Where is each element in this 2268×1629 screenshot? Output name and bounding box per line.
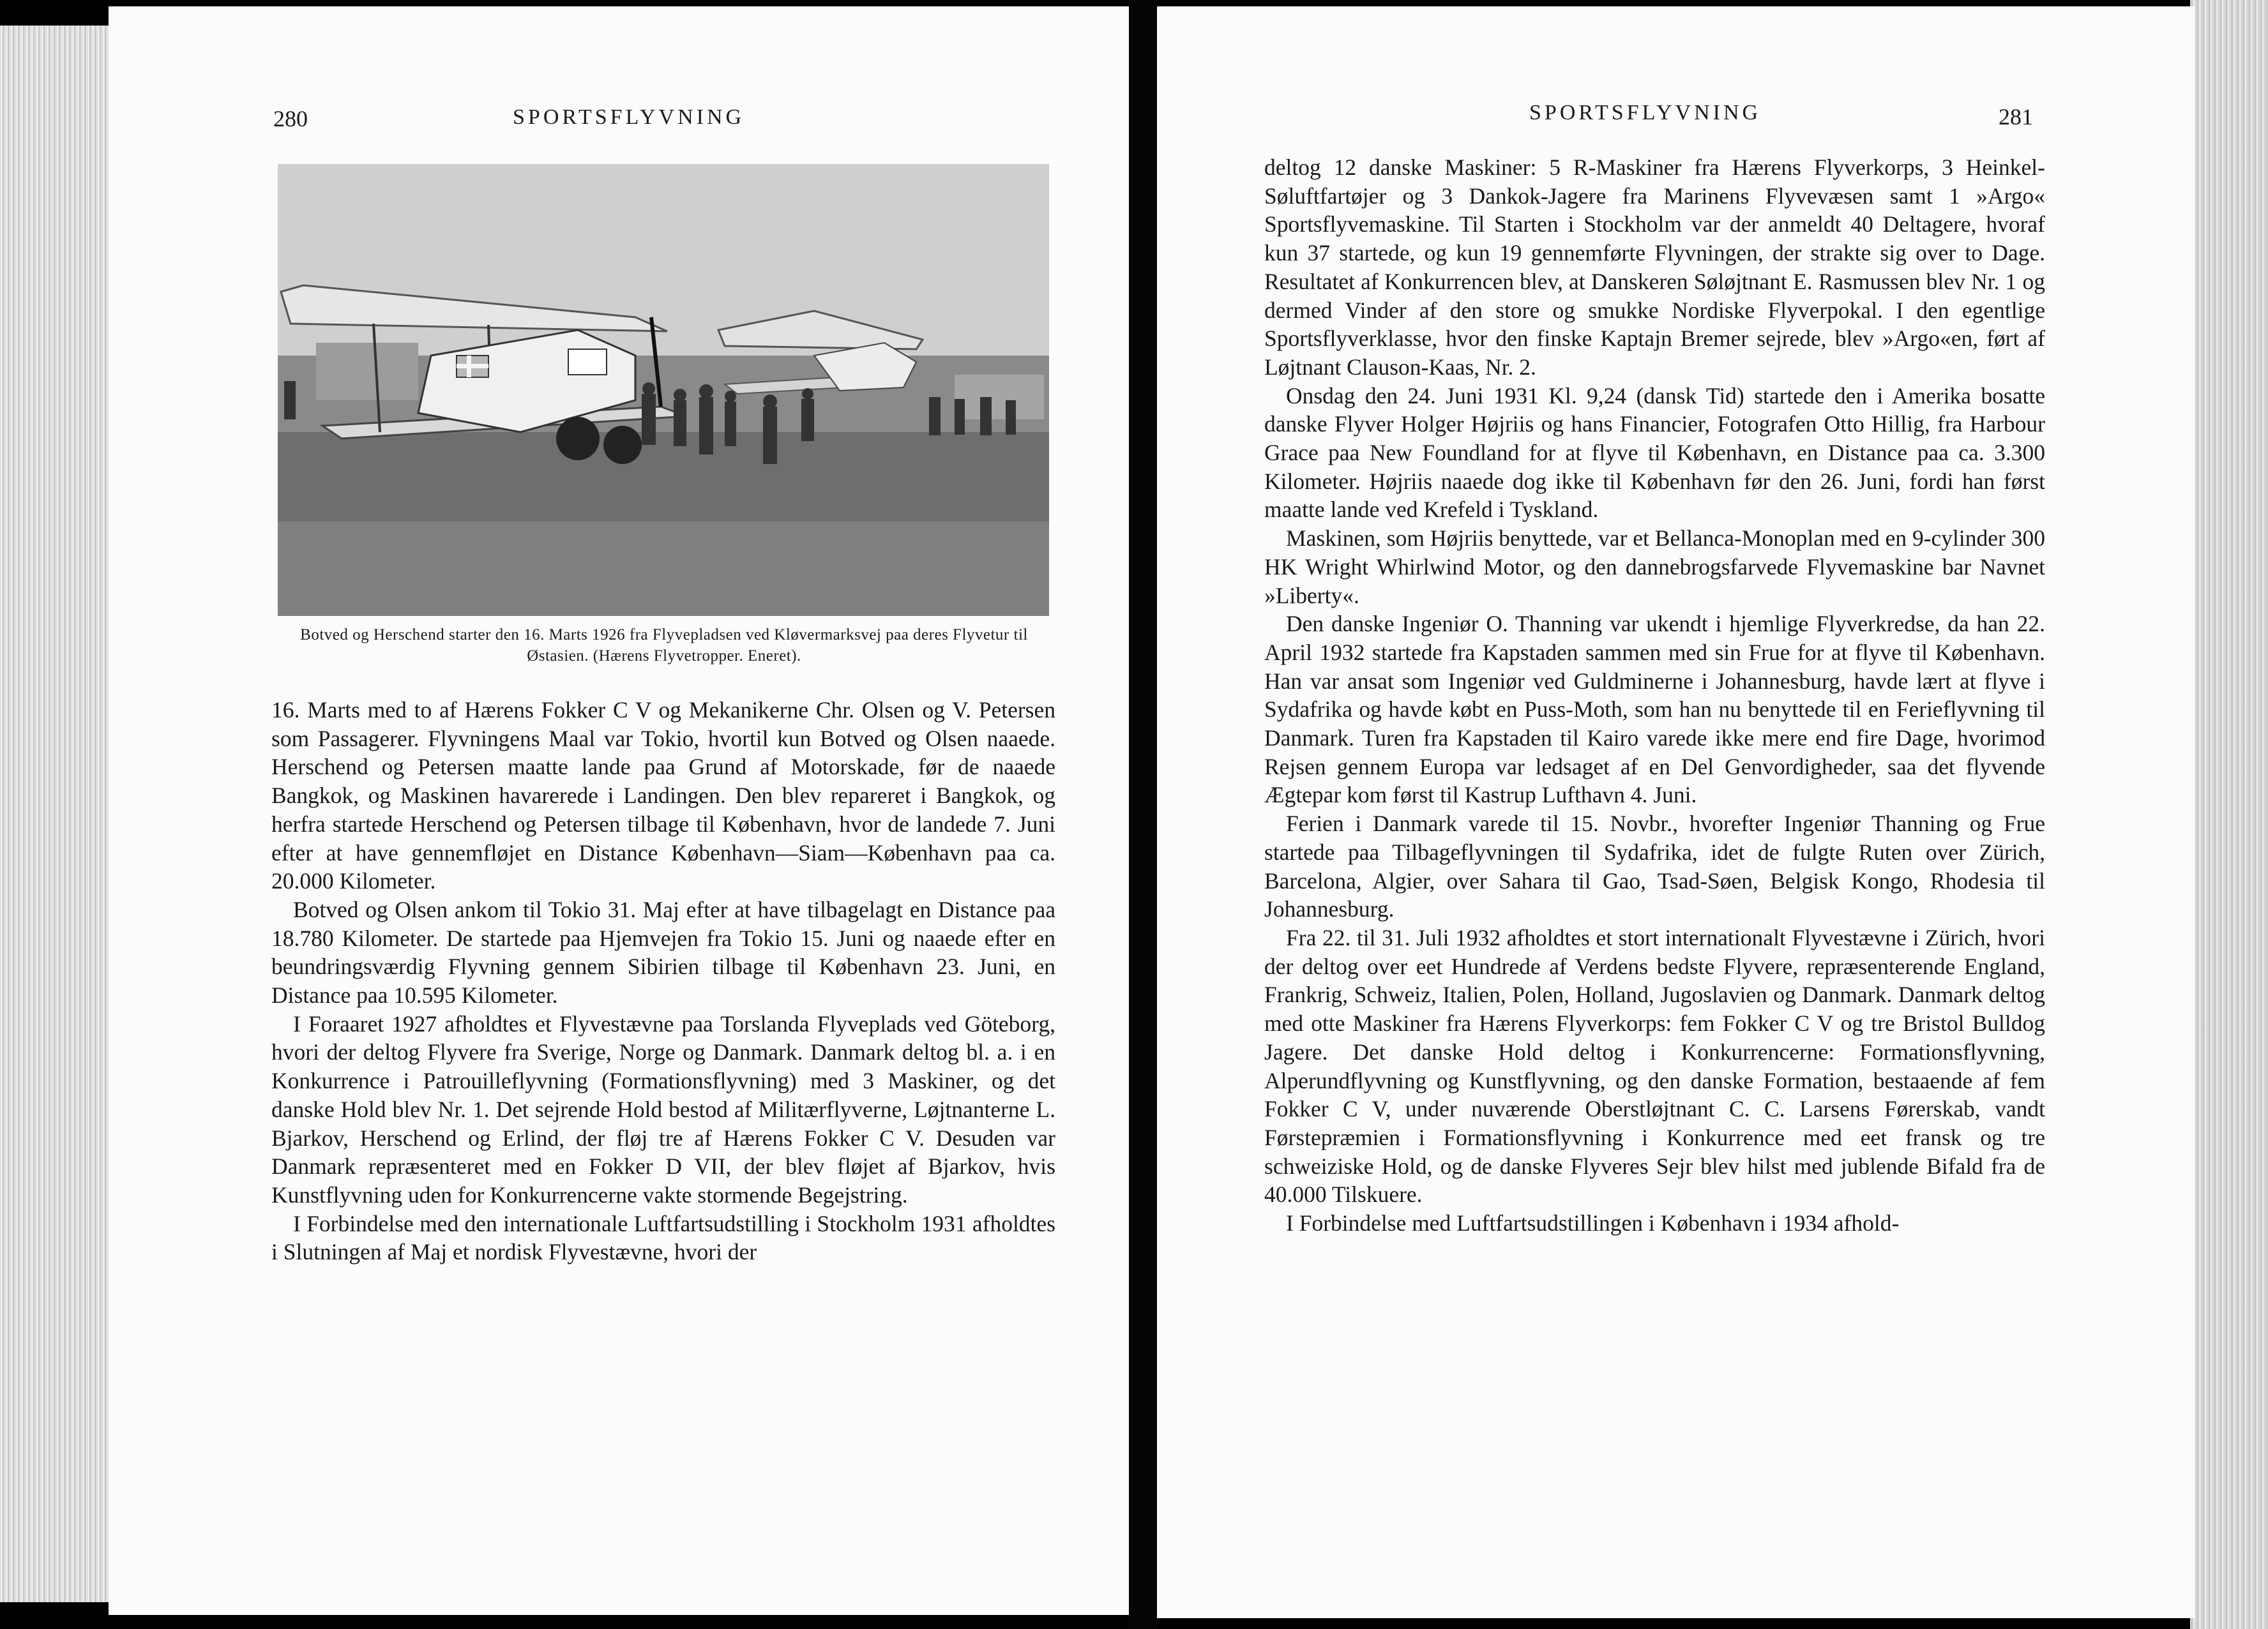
left-running-head: SPORTSFLYVNING	[513, 105, 745, 129]
left-paragraph-2: Botved og Olsen ankom til Tokio 31. Maj efter at have tilbagelagt en Distance paa 18.780 Kilometer. De startede paa Hjemvejen fra Tokio 15. Juni og naaede efter en beundringsværdig Flyvning gennem Sibirien tilbage til København 23. Juni, en Distance paa 10.595 Kilometer.	[271, 896, 1055, 1009]
left-page-body	[271, 696, 1055, 1266]
right-paragraph-5: Ferien i Danmark varede til 15. Novbr., hvorefter Ingeniør Thanning og Frue startede paa Tilbageflyvningen til Sydafrika, idet de fulgte Ruten over Zürich, Barcelona, Algier, over Sahara til Gao, Tsad-Søen, Belgisk Kongo, Rhodesia til Johannesburg.	[1264, 811, 2045, 922]
right-paragraph-4: Den danske Ingeniør O. Thanning var ukendt i hjemlige Flyverkredse, da han 22. April 1932 startede fra Kapstaden sammen med sin Frue for at flyve til København. Han var ansat som Ingeniør ved Guldminerne i Johannesburg, havde lært at flyve i Sydafrika og havde købt en Puss-Moth, som han nu benyttede til en Ferieflyvning til Danmark. Turen fra Kapstaden til Kairo varede ikke mere end fire Dage, hvorimod Rejsen gennem Europa var ledsaget af en Del Genvordigheder, saa det flyvende Ægtepar kom først til Kastrup Lufthavn 4. Juni.	[1264, 611, 2045, 808]
photo-caption: Botved og Herschend starter den 16. Marts 1926 fra Flyvepladsen ved Kløvermarksvej paa deres Flyvetur til Østasien. (Hærens Flyvetropper. Eneret).	[300, 626, 1028, 664]
right-page-body	[1264, 153, 2045, 1238]
page-edges-right	[2190, 0, 2268, 1629]
biplane-photo	[278, 164, 1049, 616]
right-page-number: 281	[1999, 104, 2033, 130]
right-paragraph-7: I Forbindelse med Luftfartsudstillingen i København i 1934 afhold-	[1286, 1210, 1900, 1236]
biplane-illustration	[278, 164, 1049, 616]
right-running-head: SPORTSFLYVNING	[1529, 101, 1762, 124]
book-gutter	[1129, 0, 1157, 1629]
page-edges-left	[0, 26, 121, 1602]
right-paragraph-2: Onsdag den 24. Juni 1931 Kl. 9,24 (dansk Tid) startede den i Amerika bosatte danske Flyver Holger Højriis og hans Financier, Fotografen Otto Hillig, fra Harbour Grace paa New Foundland for at flyve til København, en Distance paa ca. 3.300 Kilometer. Højriis naaede dog ikke til København før den 26. Juni, fordi han først maatte lande ved Krefeld i Tyskland.	[1264, 382, 2045, 523]
left-paragraph-3: I Foraaret 1927 afholdtes et Flyvestævne paa Torslanda Flyveplads ved Göteborg, hvori der deltog Flyvere fra Sverige, Norge og Danmark. Danmark deltog bl. a. i en Konkurrence i Patrouilleflyvning (Formationsflyvning) med 3 Maskiner, og det danske Hold blev Nr. 1. Det sejrende Hold bestod af Militærflyverne, Løjtnanterne L. Bjarkov, Herschend og Erlind, der fløj tre af Hærens Fokker C V. Desuden var Danmark repræsenteret med en Fokker D VII, der blev fløjet af Bjarkov, hvis Kunstflyvning uden for Konkurrencerne vakte stormende Begejstring.	[271, 1010, 1055, 1208]
left-paragraph-1: 16. Marts med to af Hærens Fokker C V og Mekanikerne Chr. Olsen og V. Petersen som Passagerer. Flyvningens Maal var Tokio, hvortil kun Botved og Olsen naaede. Herschend og Petersen maatte lande paa Grund af Motorskade, før de naaede Bangkok, og Maskinen havarerede i Landingen. Den blev repareret i Bangkok, og herfra startede Herschend og Petersen tilbage til København, hvor de landede 7. Juni efter at have gennemfløjet en Distance København—Siam—København paa ca. 20.000 Kilometer.	[271, 697, 1055, 894]
right-paragraph-1: deltog 12 danske Maskiner: 5 R-Maskiner fra Hærens Flyverkorps, 3 Heinkel-Søluftfartøjer og 3 Dankok-Jagere fra Marinens Flyvevæsen samt 1 »Argo« Sportsflyvemaskine. Til Starten i Stockholm var der anmeldt 40 Deltagere, hvoraf kun 37 startede, og kun 19 gennemførte Flyvningen, der strakte sig over to Dage. Resultatet af Konkurrencen blev, at Danskeren Søløjtnant E. Rasmussen blev Nr. 1 og dermed Vinder af den store og smukke Nordiske Flyverpokal. I den egentlige Sportsflyverklasse, hvor den finske Kaptajn Bremer sejrede, blev »Argo«en, ført af Løjtnant Clauson-Kaas, Nr. 2.	[1264, 154, 2045, 380]
right-paragraph-6: Fra 22. til 31. Juli 1932 afholdtes et stort internationalt Flyvestævne i Zürich, hvori der deltog over eet Hundrede af Verdens bedste Flyvere, repræsenterende England, Frankrig, Schweiz, Italien, Polen, Holland, Jugoslavien og Danmark. Danmark deltog med otte Maskiner fra Hærens Flyverkorps: fem Fokker C V og tre Bristol Bulldog Jagere. Det danske Hold deltog i Konkurrencerne: Formationsflyvning, Alperundflyvning og Kunstflyvning, og den danske Formation, bestaaende af fem Fokker C V, under nuværende Oberstløjtnant C. C. Larsens Førerskab, vandt Førstepræmien i Formationsflyvning i Konkurrence med eet fransk og tre schweiziske Hold, og de danske Flyveres Sejr blev hilst med jublende Bifald fra de 40.000 Tilskuere.	[1264, 924, 2045, 1208]
left-paragraph-4: I Forbindelse med den internationale Luftfartsudstilling i Stockholm 1931 afholdtes i Slutningen af Maj et nordisk Flyvestævne, hvori der	[271, 1210, 1055, 1265]
left-page-number: 280	[273, 106, 308, 131]
right-paragraph-3: Maskinen, som Højriis benyttede, var et Bellanca-Monoplan med en 9-cylinder 300 HK Wright Whirlwind Motor, og den dannebrogsfarvede Flyvemaskine bar Navnet »Liberty«.	[1264, 525, 2045, 608]
